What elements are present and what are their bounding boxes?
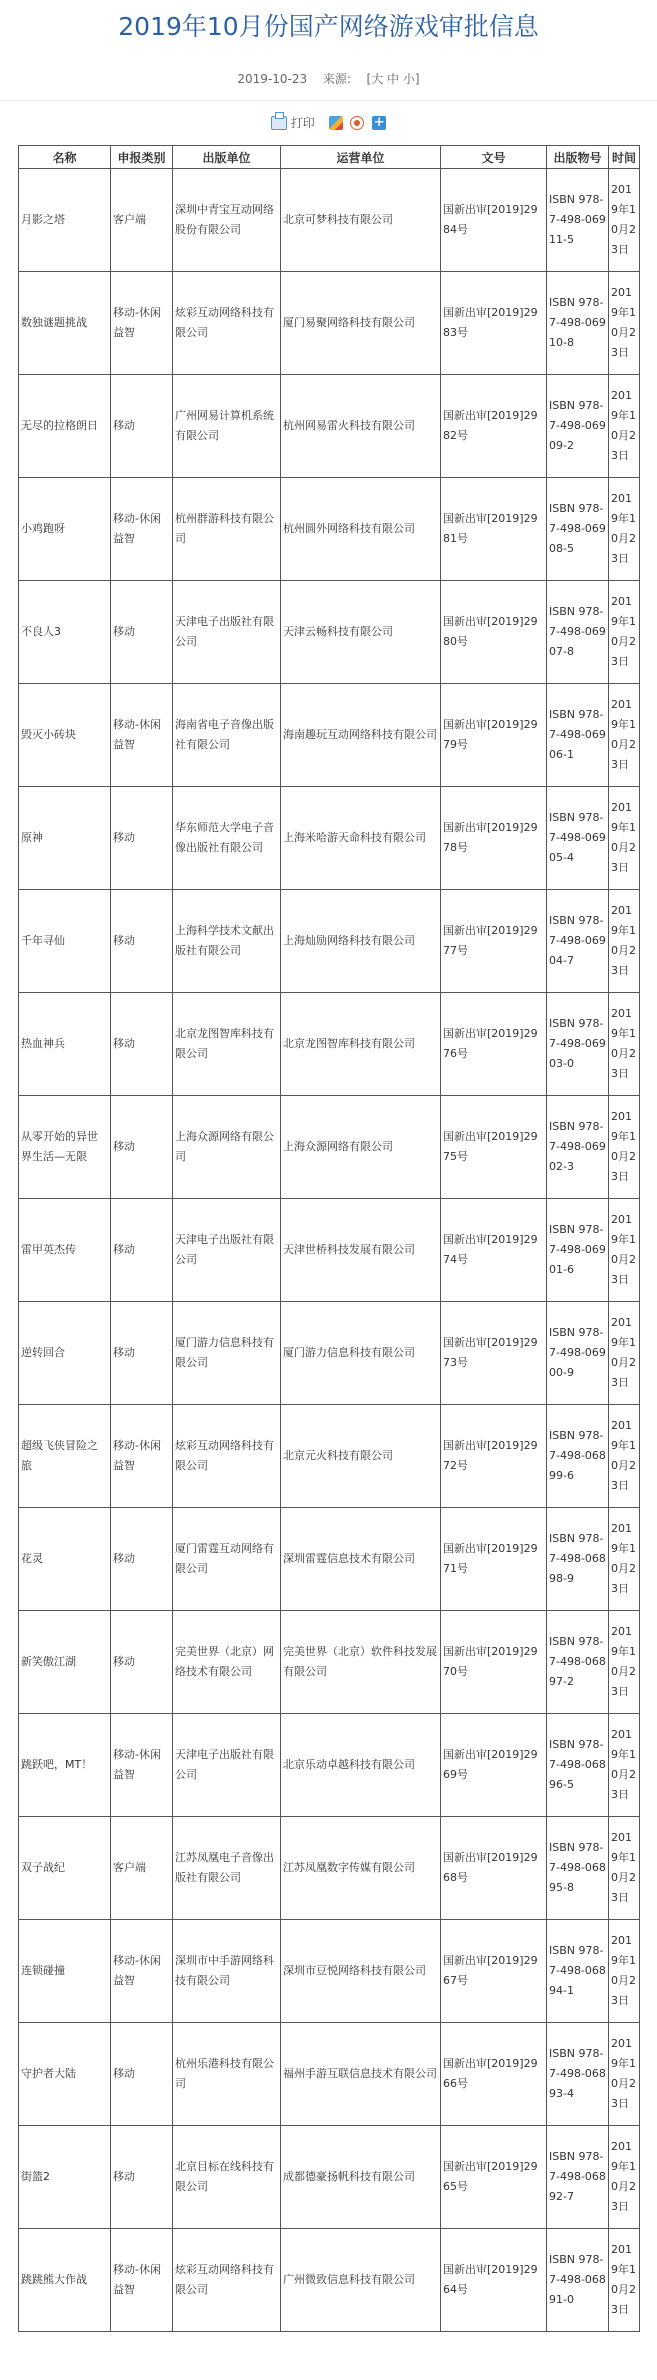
- cell-isbn: ISBN 978-7-498-06892-7: [547, 2126, 609, 2229]
- cell-isbn: ISBN 978-7-498-06903-0: [547, 993, 609, 1096]
- table-row: [19, 2126, 640, 2229]
- font-size-switcher: [大 中 小]: [366, 72, 420, 86]
- cell-publisher: 江苏凤凰电子音像出版社有限公司: [173, 1817, 281, 1920]
- cell-publisher: 深圳中青宝互动网络股份有限公司: [173, 169, 281, 272]
- cell-operator: 上海众源网络有限公司: [281, 1096, 441, 1199]
- cell-operator: 上海米哈游天命科技有限公司: [281, 787, 441, 890]
- cell-name: 从零开始的异世界生活—无限: [19, 1096, 111, 1199]
- header-isbn: 出版物号: [547, 146, 609, 169]
- cell-name: 千年寻仙: [19, 890, 111, 993]
- cell-name: 不良人3: [19, 581, 111, 684]
- cell-operator: 北京龙图智库科技有限公司: [281, 993, 441, 1096]
- cell-date: 2019年10月23日: [609, 993, 640, 1096]
- cell-name: 月影之塔: [19, 169, 111, 272]
- cell-doc-no: 国新出审[2019]2969号: [441, 1714, 547, 1817]
- cell-date: 2019年10月23日: [609, 1302, 640, 1405]
- print-label: 打印: [290, 115, 315, 130]
- cell-doc-no: 国新出审[2019]2973号: [441, 1302, 547, 1405]
- cell-doc-no: 国新出审[2019]2975号: [441, 1096, 547, 1199]
- cell-date: 2019年10月23日: [609, 1096, 640, 1199]
- table-row: [19, 890, 640, 993]
- cell-isbn: ISBN 978-7-498-06900-9: [547, 1302, 609, 1405]
- cell-category: 移动-休闲益智: [111, 1920, 173, 2023]
- cell-date: 2019年10月23日: [609, 2229, 640, 2332]
- cell-name: 雷甲英杰传: [19, 1199, 111, 1302]
- table-row: [19, 2023, 640, 2126]
- cell-doc-no: 国新出审[2019]2968号: [441, 1817, 547, 1920]
- cell-category: 移动: [111, 581, 173, 684]
- cell-publisher: 炫彩互动网络科技有限公司: [173, 272, 281, 375]
- game-approval-table: [18, 145, 640, 2332]
- cell-date: 2019年10月23日: [609, 1405, 640, 1508]
- cell-name: 逆转回合: [19, 1302, 111, 1405]
- cell-operator: 海南趣玩互动网络科技有限公司: [281, 684, 441, 787]
- cell-name: 小鸡跑呀: [19, 478, 111, 581]
- table-row: [19, 1199, 640, 1302]
- table-row: [19, 2229, 640, 2332]
- table-row: [19, 1096, 640, 1199]
- cell-operator: 广州微致信息科技有限公司: [281, 2229, 441, 2332]
- cell-date: 2019年10月23日: [609, 1199, 640, 1302]
- cell-publisher: 天津电子出版社有限公司: [173, 581, 281, 684]
- share-weibo-icon[interactable]: [350, 116, 364, 130]
- cell-publisher: 完美世界（北京）网络技术有限公司: [173, 1611, 281, 1714]
- table-row: [19, 1817, 640, 1920]
- cell-category: 移动-休闲益智: [111, 272, 173, 375]
- publish-date: 2019-10-23: [237, 72, 308, 86]
- cell-doc-no: 国新出审[2019]2977号: [441, 890, 547, 993]
- table-row: [19, 375, 640, 478]
- cell-category: 移动: [111, 1302, 173, 1405]
- cell-doc-no: 国新出审[2019]2965号: [441, 2126, 547, 2229]
- cell-category: 移动-休闲益智: [111, 478, 173, 581]
- cell-category: 移动: [111, 2126, 173, 2229]
- table-row: [19, 787, 640, 890]
- table-row: [19, 1714, 640, 1817]
- header-doc-no: 文号: [441, 146, 547, 169]
- cell-isbn: ISBN 978-7-498-06897-2: [547, 1611, 609, 1714]
- source-label: 来源:: [322, 72, 351, 86]
- cell-category: 移动: [111, 1096, 173, 1199]
- table-row: [19, 1405, 640, 1508]
- cell-doc-no: 国新出审[2019]2964号: [441, 2229, 547, 2332]
- cell-doc-no: 国新出审[2019]2970号: [441, 1611, 547, 1714]
- cell-date: 2019年10月23日: [609, 1611, 640, 1714]
- cell-publisher: 杭州群游科技有限公司: [173, 478, 281, 581]
- cell-name: 热血神兵: [19, 993, 111, 1096]
- cell-date: 2019年10月23日: [609, 375, 640, 478]
- cell-isbn: ISBN 978-7-498-06894-1: [547, 1920, 609, 2023]
- cell-date: 2019年10月23日: [609, 1817, 640, 1920]
- cell-doc-no: 国新出审[2019]2984号: [441, 169, 547, 272]
- cell-date: 2019年10月23日: [609, 1920, 640, 2023]
- cell-isbn: ISBN 978-7-498-06895-8: [547, 1817, 609, 1920]
- cell-operator: 北京元火科技有限公司: [281, 1405, 441, 1508]
- cell-publisher: 厦门游力信息科技有限公司: [173, 1302, 281, 1405]
- cell-isbn: ISBN 978-7-498-06910-8: [547, 272, 609, 375]
- cell-isbn: ISBN 978-7-498-06904-7: [547, 890, 609, 993]
- cell-isbn: ISBN 978-7-498-06905-4: [547, 787, 609, 890]
- cell-operator: 完美世界（北京）软件科技发展有限公司: [281, 1611, 441, 1714]
- cell-name: 守护者大陆: [19, 2023, 111, 2126]
- cell-date: 2019年10月23日: [609, 1508, 640, 1611]
- cell-date: 2019年10月23日: [609, 478, 640, 581]
- cell-category: 移动: [111, 787, 173, 890]
- table-body: [19, 169, 640, 2332]
- table-row: [19, 581, 640, 684]
- cell-isbn: ISBN 978-7-498-06898-9: [547, 1508, 609, 1611]
- cell-operator: 天津世桥科技发展有限公司: [281, 1199, 441, 1302]
- table-row: [19, 684, 640, 787]
- cell-operator: 深圳市豆悦网络科技有限公司: [281, 1920, 441, 2023]
- cell-operator: 杭州圆外网络科技有限公司: [281, 478, 441, 581]
- article-meta: [0, 68, 657, 90]
- cell-publisher: 上海众源网络有限公司: [173, 1096, 281, 1199]
- cell-doc-no: 国新出审[2019]2980号: [441, 581, 547, 684]
- cell-name: 花灵: [19, 1508, 111, 1611]
- cell-publisher: 炫彩互动网络科技有限公司: [173, 1405, 281, 1508]
- cell-doc-no: 国新出审[2019]2981号: [441, 478, 547, 581]
- share-more-icon[interactable]: +: [373, 114, 385, 130]
- cell-name: 新笑傲江湖: [19, 1611, 111, 1714]
- cell-publisher: 广州网易计算机系统有限公司: [173, 375, 281, 478]
- share-qzone-icon[interactable]: [329, 116, 343, 130]
- cell-date: 2019年10月23日: [609, 2023, 640, 2126]
- table-row: [19, 993, 640, 1096]
- font-size-large-link[interactable]: 大: [371, 72, 384, 86]
- cell-publisher: 杭州乐港科技有限公司: [173, 2023, 281, 2126]
- cell-doc-no: 国新出审[2019]2978号: [441, 787, 547, 890]
- table-row: [19, 1508, 640, 1611]
- cell-isbn: ISBN 978-7-498-06911-5: [547, 169, 609, 272]
- cell-operator: 杭州网易雷火科技有限公司: [281, 375, 441, 478]
- printer-icon: [271, 116, 287, 130]
- table-row: [19, 478, 640, 581]
- header-operator: 运营单位: [281, 146, 441, 169]
- cell-name: 连锁碰撞: [19, 1920, 111, 2023]
- header-publisher: 出版单位: [173, 146, 281, 169]
- cell-date: 2019年10月23日: [609, 581, 640, 684]
- print-button[interactable]: [271, 110, 315, 136]
- table-row: [19, 272, 640, 375]
- cell-category: 移动-休闲益智: [111, 684, 173, 787]
- cell-publisher: 海南省电子音像出版社有限公司: [173, 684, 281, 787]
- cell-publisher: 厦门雷霆互动网络有限公司: [173, 1508, 281, 1611]
- cell-operator: 江苏凤凰数字传媒有限公司: [281, 1817, 441, 1920]
- cell-category: 客户端: [111, 1817, 173, 1920]
- cell-operator: 北京可梦科技有限公司: [281, 169, 441, 272]
- cell-publisher: 北京目标在线科技有限公司: [173, 2126, 281, 2229]
- cell-publisher: 北京龙图智库科技有限公司: [173, 993, 281, 1096]
- cell-date: 2019年10月23日: [609, 684, 640, 787]
- cell-operator: 北京乐动卓越科技有限公司: [281, 1714, 441, 1817]
- cell-doc-no: 国新出审[2019]2983号: [441, 272, 547, 375]
- font-size-medium-link[interactable]: 中: [387, 72, 400, 86]
- cell-date: 2019年10月23日: [609, 787, 640, 890]
- table-row: [19, 1302, 640, 1405]
- cell-publisher: 深圳市中手游网络科技有限公司: [173, 1920, 281, 2023]
- cell-name: 毁灭小砖块: [19, 684, 111, 787]
- cell-isbn: ISBN 978-7-498-06899-6: [547, 1405, 609, 1508]
- cell-publisher: 华东师范大学电子音像出版社有限公司: [173, 787, 281, 890]
- cell-category: 移动: [111, 1199, 173, 1302]
- cell-operator: 福州手游互联信息技术有限公司: [281, 2023, 441, 2126]
- article-tools: [0, 109, 657, 135]
- cell-isbn: ISBN 978-7-498-06891-0: [547, 2229, 609, 2332]
- cell-name: 超级飞侠冒险之旅: [19, 1405, 111, 1508]
- cell-date: 2019年10月23日: [609, 169, 640, 272]
- cell-isbn: ISBN 978-7-498-06896-5: [547, 1714, 609, 1817]
- table-row: [19, 1611, 640, 1714]
- cell-operator: 上海灿励网络科技有限公司: [281, 890, 441, 993]
- cell-name: 双子战纪: [19, 1817, 111, 1920]
- cell-doc-no: 国新出审[2019]2971号: [441, 1508, 547, 1611]
- cell-name: 跳跃吧，MT！: [19, 1714, 111, 1817]
- font-size-small-link[interactable]: 小: [402, 72, 415, 86]
- cell-publisher: 炫彩互动网络科技有限公司: [173, 2229, 281, 2332]
- table-header-row: [19, 146, 640, 169]
- cell-operator: 厦门易聚网络科技有限公司: [281, 272, 441, 375]
- cell-category: 移动: [111, 375, 173, 478]
- cell-isbn: ISBN 978-7-498-06893-4: [547, 2023, 609, 2126]
- header-date: 时间: [609, 146, 640, 169]
- cell-publisher: 天津电子出版社有限公司: [173, 1714, 281, 1817]
- cell-operator: 成都德豪扬帆科技有限公司: [281, 2126, 441, 2229]
- cell-category: 客户端: [111, 169, 173, 272]
- cell-date: 2019年10月23日: [609, 1714, 640, 1817]
- cell-date: 2019年10月23日: [609, 890, 640, 993]
- cell-operator: 天津云畅科技有限公司: [281, 581, 441, 684]
- cell-doc-no: 国新出审[2019]2979号: [441, 684, 547, 787]
- cell-operator: 深圳雷霆信息技术有限公司: [281, 1508, 441, 1611]
- header-category: 申报类别: [111, 146, 173, 169]
- cell-name: 无尽的拉格朗日: [19, 375, 111, 478]
- cell-name: 街篮2: [19, 2126, 111, 2229]
- cell-name: 原神: [19, 787, 111, 890]
- cell-category: 移动: [111, 993, 173, 1096]
- cell-publisher: 天津电子出版社有限公司: [173, 1199, 281, 1302]
- table-row: [19, 1920, 640, 2023]
- cell-isbn: ISBN 978-7-498-06901-6: [547, 1199, 609, 1302]
- cell-name: 跳跳熊大作战: [19, 2229, 111, 2332]
- page-title: 2019年10月份国产网络游戏审批信息: [118, 12, 539, 41]
- cell-isbn: ISBN 978-7-498-06906-1: [547, 684, 609, 787]
- cell-category: 移动: [111, 890, 173, 993]
- cell-doc-no: 国新出审[2019]2966号: [441, 2023, 547, 2126]
- cell-date: 2019年10月23日: [609, 272, 640, 375]
- cell-isbn: ISBN 978-7-498-06909-2: [547, 375, 609, 478]
- cell-isbn: ISBN 978-7-498-06902-3: [547, 1096, 609, 1199]
- cell-category: 移动: [111, 2023, 173, 2126]
- cell-isbn: ISBN 978-7-498-06908-5: [547, 478, 609, 581]
- header-name: 名称: [19, 146, 111, 169]
- cell-category: 移动: [111, 1611, 173, 1714]
- cell-name: 数独谜题挑战: [19, 272, 111, 375]
- cell-doc-no: 国新出审[2019]2982号: [441, 375, 547, 478]
- cell-isbn: ISBN 978-7-498-06907-8: [547, 581, 609, 684]
- cell-doc-no: 国新出审[2019]2974号: [441, 1199, 547, 1302]
- cell-doc-no: 国新出审[2019]2976号: [441, 993, 547, 1096]
- cell-doc-no: 国新出审[2019]2967号: [441, 1920, 547, 2023]
- cell-category: 移动-休闲益智: [111, 1714, 173, 1817]
- cell-date: 2019年10月23日: [609, 2126, 640, 2229]
- cell-operator: 厦门游力信息科技有限公司: [281, 1302, 441, 1405]
- header-divider: [0, 100, 657, 101]
- cell-category: 移动-休闲益智: [111, 2229, 173, 2332]
- cell-publisher: 上海科学技术文献出版社有限公司: [173, 890, 281, 993]
- cell-category: 移动-休闲益智: [111, 1405, 173, 1508]
- cell-doc-no: 国新出审[2019]2972号: [441, 1405, 547, 1508]
- cell-category: 移动: [111, 1508, 173, 1611]
- table-row: [19, 169, 640, 272]
